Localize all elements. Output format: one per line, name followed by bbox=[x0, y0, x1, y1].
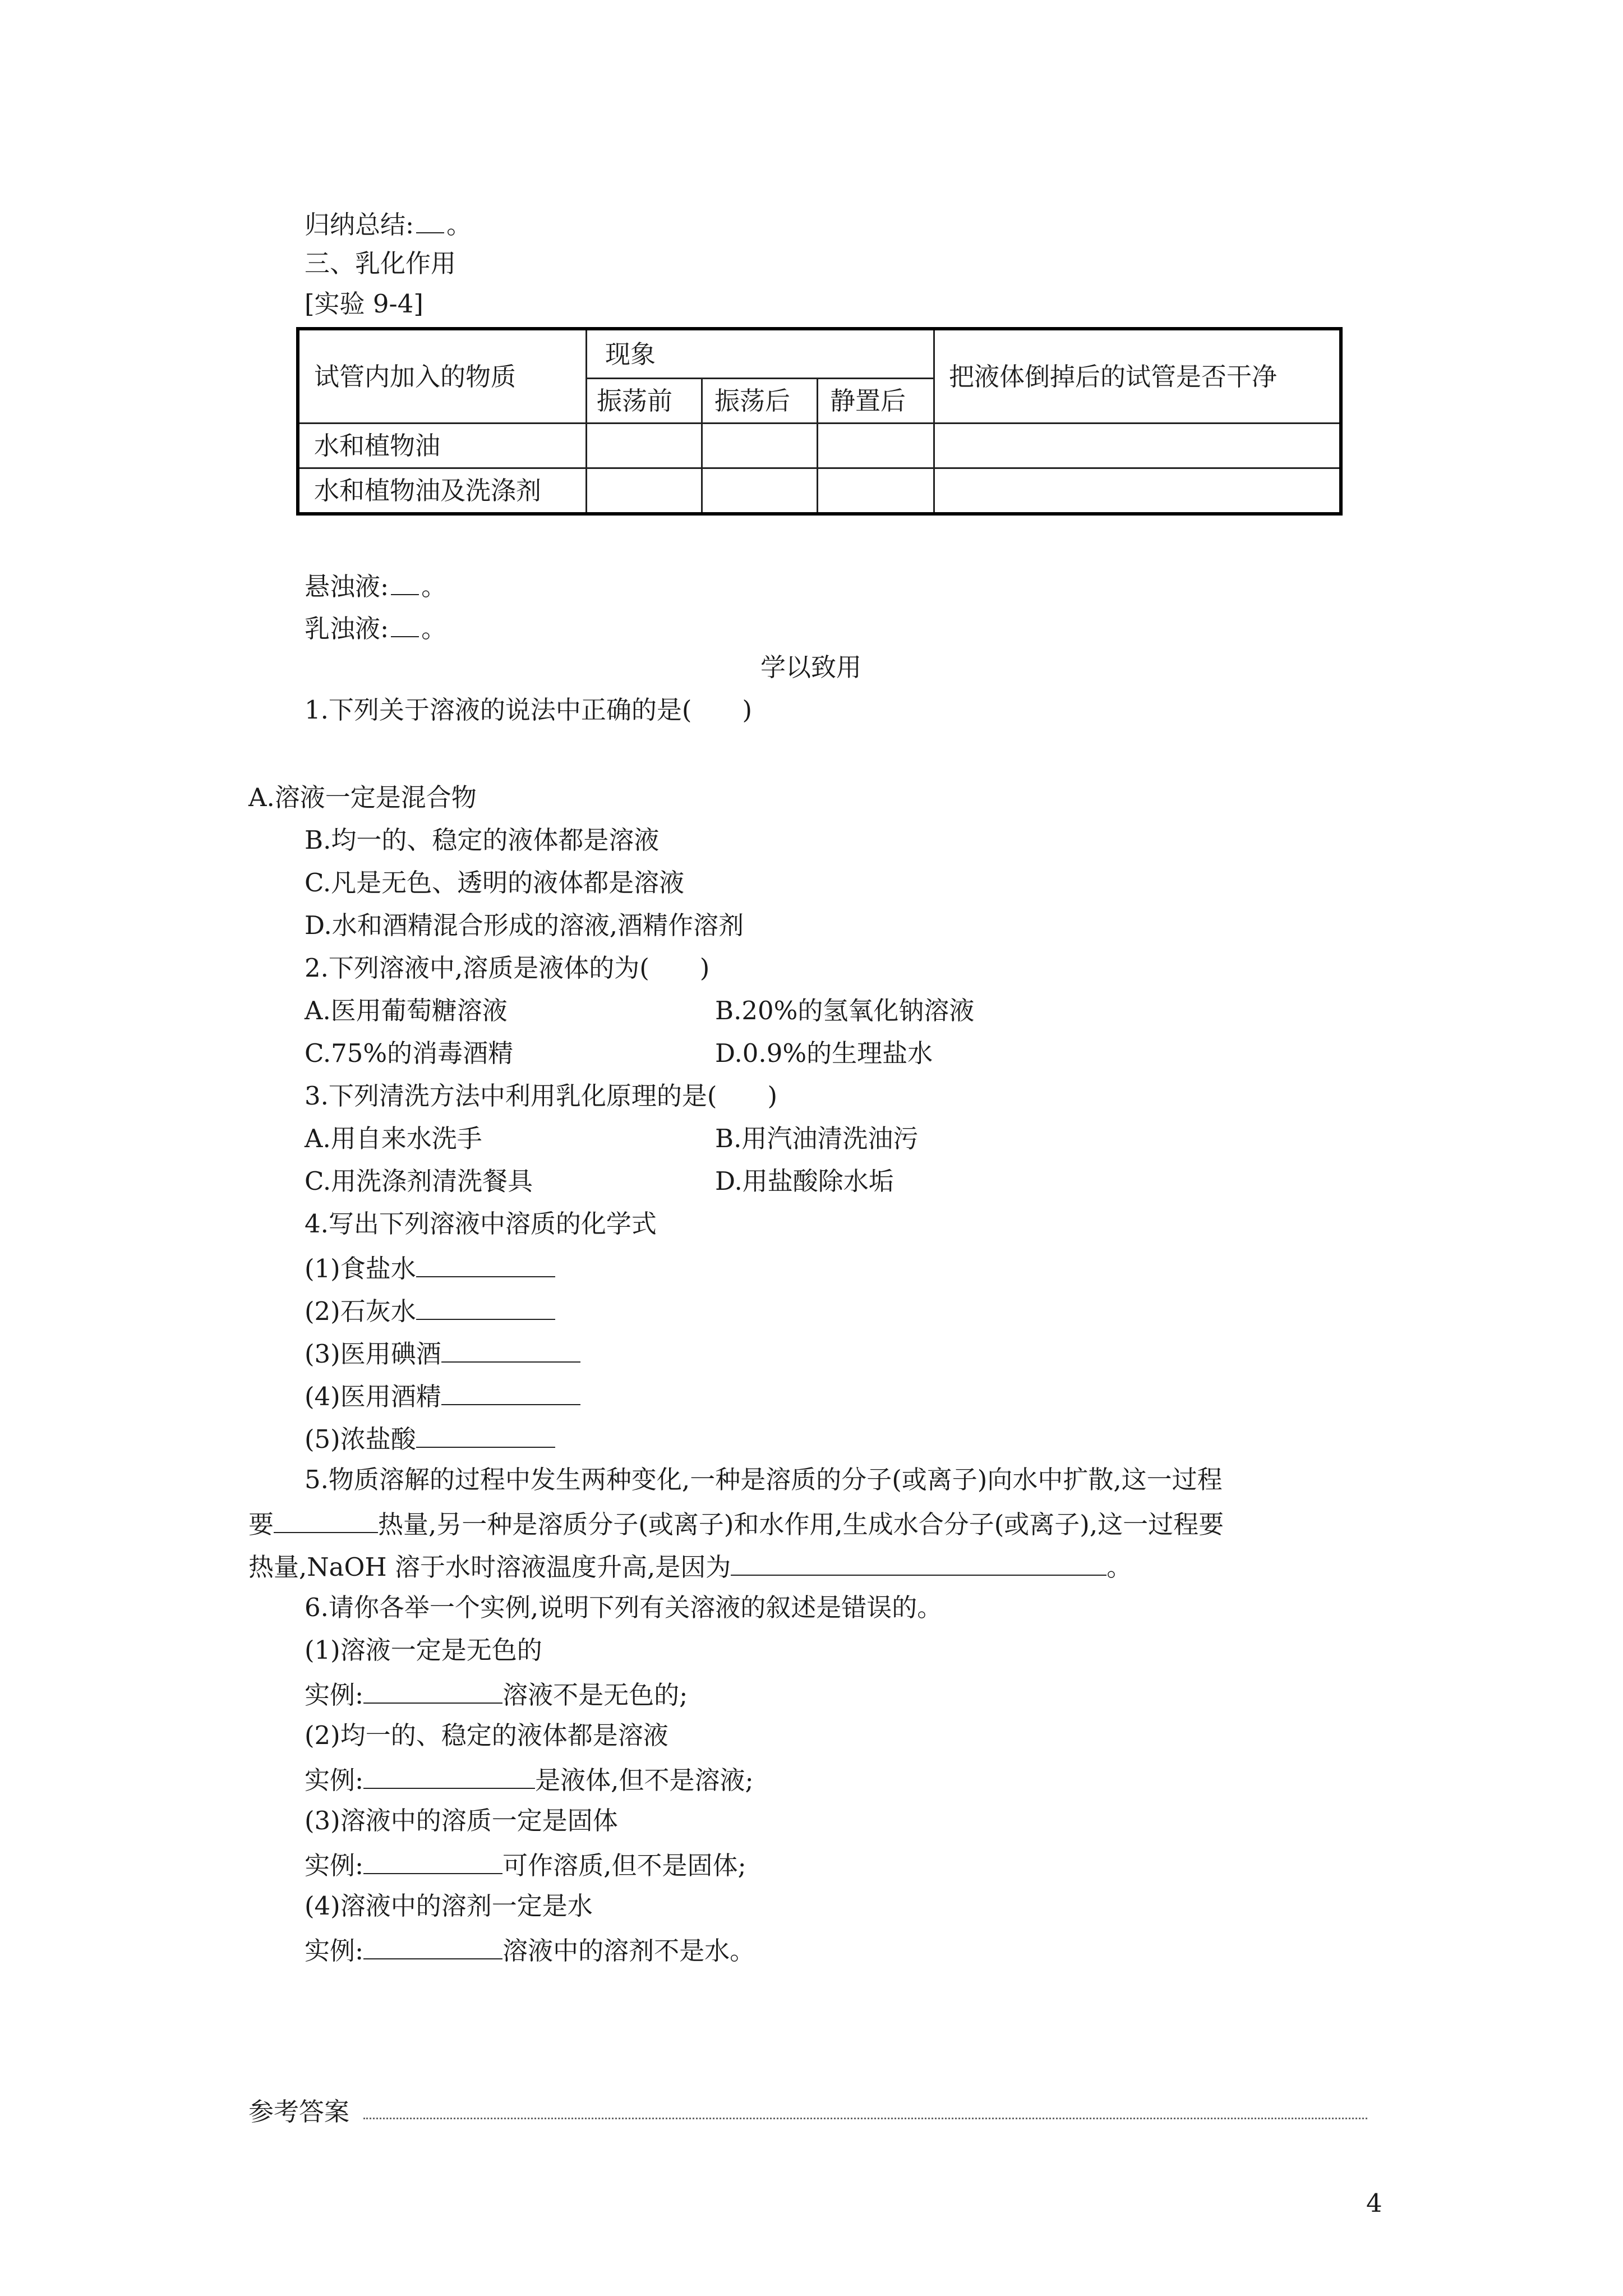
experiment-table bbox=[296, 327, 1343, 516]
q6-text: 实例: bbox=[305, 1936, 364, 1966]
q3-option-d[interactable]: D.用盐酸除水垢 bbox=[715, 1166, 894, 1196]
header-clean: 把液体倒掉后的试管是否干净 bbox=[949, 362, 1278, 392]
header-still: 静置后 bbox=[830, 386, 906, 416]
answer-blank[interactable] bbox=[416, 1424, 555, 1448]
q4-item-1 bbox=[305, 1254, 555, 1281]
table-vline bbox=[933, 330, 935, 512]
q6-statement-2: (2)均一的、稳定的液体都是溶液 bbox=[305, 1720, 668, 1750]
q6-text: 实例: bbox=[305, 1851, 364, 1880]
q2-option-d[interactable]: D.0.9%的生理盐水 bbox=[715, 1038, 933, 1068]
experiment-label: [实验 9-4] bbox=[305, 289, 423, 319]
q4-item-2 bbox=[305, 1296, 555, 1324]
q6-stem: 6.请你各举一个实例,说明下列有关溶液的叙述是错误的。 bbox=[305, 1593, 943, 1622]
q5-text: 热量,另一种是溶质分子(或离子)和水作用,生成水合分子(或离子),这一过程要 bbox=[378, 1510, 1224, 1539]
q4-item-label: (2)石灰水 bbox=[305, 1296, 416, 1326]
answer-blank[interactable] bbox=[391, 572, 419, 595]
q6-statement-4: (4)溶液中的溶剂一定是水 bbox=[305, 1891, 593, 1921]
q6-example-2 bbox=[305, 1765, 754, 1793]
q6-text: 实例: bbox=[305, 1765, 364, 1795]
q4-stem: 4.写出下列溶液中溶质的化学式 bbox=[305, 1209, 657, 1239]
period: 。 bbox=[421, 572, 447, 601]
summary-label: 归纳总结: bbox=[305, 210, 414, 240]
suspension-line bbox=[305, 572, 446, 599]
q5-text: 要 bbox=[248, 1510, 274, 1539]
summary-line bbox=[305, 210, 472, 240]
emulsion-line bbox=[305, 614, 446, 641]
answer-blank[interactable] bbox=[274, 1510, 378, 1533]
q6-statement-1: (1)溶液一定是无色的 bbox=[305, 1635, 542, 1665]
q4-item-3 bbox=[305, 1339, 580, 1369]
q6-text: 溶液中的溶剂不是水。 bbox=[502, 1936, 755, 1966]
q2-stem: 2.下列溶液中,溶质是液体的为( ) bbox=[305, 953, 710, 983]
answer-blank[interactable] bbox=[416, 1254, 555, 1277]
answer-blank[interactable] bbox=[363, 1680, 502, 1704]
q4-item-label: (3)医用碘酒 bbox=[305, 1339, 441, 1369]
emulsion-label: 乳浊液: bbox=[305, 614, 389, 643]
answer-blank[interactable] bbox=[363, 1851, 502, 1874]
suspension-label: 悬浊液: bbox=[305, 572, 389, 601]
q4-item-4 bbox=[305, 1382, 580, 1409]
q6-text: 是液体,但不是溶液; bbox=[535, 1765, 754, 1795]
answer-blank[interactable] bbox=[391, 614, 419, 637]
page-number: 4 bbox=[1366, 2188, 1382, 2218]
q4-item-label: (5)浓盐酸 bbox=[305, 1424, 416, 1454]
q3-option-b[interactable]: B.用汽油清洗油污 bbox=[715, 1124, 919, 1153]
answers-label[interactable]: 参考答案 bbox=[248, 2097, 350, 2127]
q4-item-label: (4)医用酒精 bbox=[305, 1382, 441, 1411]
answer-blank[interactable] bbox=[731, 1552, 1106, 1576]
q2-option-b[interactable]: B.20%的氢氧化钠溶液 bbox=[715, 996, 975, 1025]
answer-blank[interactable] bbox=[416, 210, 444, 233]
q6-text: 溶液不是无色的; bbox=[502, 1680, 688, 1710]
section-three-title: 三、乳化作用 bbox=[305, 249, 457, 278]
q5-line-2 bbox=[248, 1510, 1224, 1537]
practice-title: 学以致用 bbox=[760, 652, 862, 682]
q6-example-3 bbox=[305, 1851, 746, 1878]
q5-text: 。 bbox=[1106, 1552, 1132, 1582]
period: 。 bbox=[446, 210, 472, 240]
answers-leader-line bbox=[363, 2118, 1367, 2119]
header-after: 振荡后 bbox=[714, 386, 791, 416]
q4-item-label: (1)食盐水 bbox=[305, 1254, 416, 1283]
table-vline bbox=[701, 378, 703, 512]
answer-blank[interactable] bbox=[441, 1382, 580, 1405]
table-hline bbox=[299, 422, 1339, 424]
header-before: 振荡前 bbox=[597, 386, 673, 416]
q1-option-d[interactable]: D.水和酒精混合形成的溶液,酒精作溶剂 bbox=[305, 910, 744, 940]
row-substance-2: 水和植物油及洗涤剂 bbox=[314, 476, 542, 505]
answer-blank[interactable] bbox=[416, 1296, 555, 1320]
q1-option-c[interactable]: C.凡是无色、透明的液体都是溶液 bbox=[305, 868, 685, 898]
header-substance: 试管内加入的物质 bbox=[314, 362, 517, 392]
q1-option-a[interactable]: A.溶液一定是混合物 bbox=[248, 783, 477, 812]
q1-option-b[interactable]: B.均一的、稳定的液体都是溶液 bbox=[305, 825, 660, 855]
table-vline bbox=[817, 378, 818, 512]
q1-stem: 1.下列关于溶液的说法中正确的是( ) bbox=[305, 695, 753, 725]
answer-blank[interactable] bbox=[441, 1339, 580, 1363]
q6-text: 可作溶质,但不是固体; bbox=[502, 1851, 746, 1880]
q4-item-5 bbox=[305, 1424, 555, 1452]
row-substance-1: 水和植物油 bbox=[314, 431, 441, 461]
answer-blank[interactable] bbox=[363, 1765, 535, 1789]
q2-option-c[interactable]: C.75%的消毒酒精 bbox=[305, 1038, 514, 1068]
q3-option-a[interactable]: A.用自来水洗手 bbox=[305, 1124, 482, 1153]
q5-line-1: 5.物质溶解的过程中发生两种变化,一种是溶质的分子(或离子)向水中扩散,这一过程 bbox=[305, 1465, 1223, 1494]
table-hline bbox=[299, 467, 1339, 469]
table-vline bbox=[585, 330, 587, 512]
q6-example-1 bbox=[305, 1680, 688, 1708]
q6-statement-3: (3)溶液中的溶质一定是固体 bbox=[305, 1806, 618, 1835]
period: 。 bbox=[421, 614, 447, 643]
q6-example-4 bbox=[305, 1936, 755, 1966]
q3-stem: 3.下列清洗方法中利用乳化原理的是( ) bbox=[305, 1081, 778, 1111]
header-phenomenon: 现象 bbox=[605, 339, 656, 369]
q3-option-c[interactable]: C.用洗涤剂清洗餐具 bbox=[305, 1166, 533, 1196]
answer-blank[interactable] bbox=[363, 1936, 502, 1959]
q2-option-a[interactable]: A.医用葡萄糖溶液 bbox=[305, 996, 508, 1025]
q5-line-3 bbox=[248, 1552, 1132, 1580]
q6-text: 实例: bbox=[305, 1680, 364, 1710]
q5-text: 热量,NaOH 溶于水时溶液温度升高,是因为 bbox=[248, 1552, 731, 1582]
table-hline bbox=[585, 378, 933, 379]
